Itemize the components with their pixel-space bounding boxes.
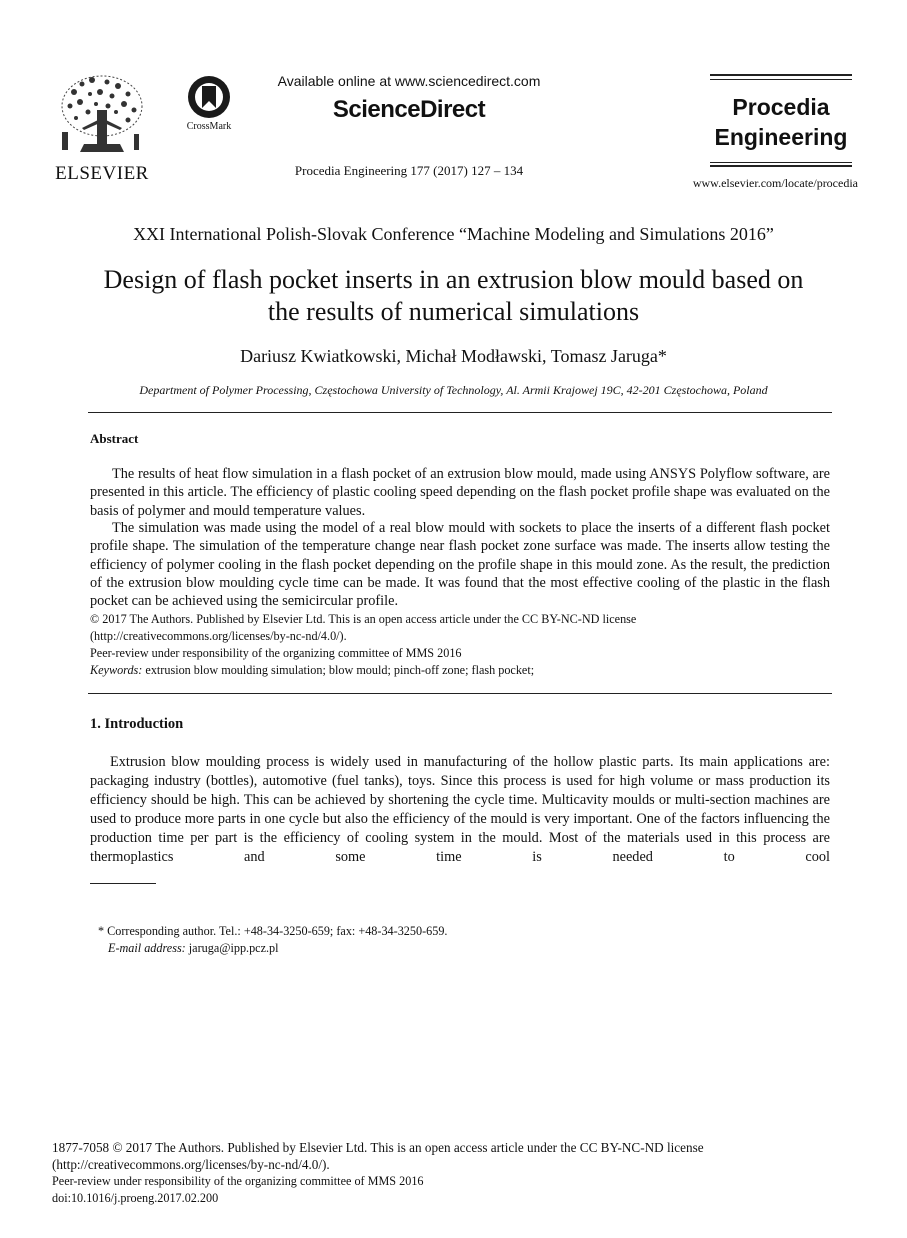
copyright-line-2[interactable]: (http://creativecommons.org/licenses/by-nc-nd/4.0/). [90, 629, 347, 643]
journal-name-line1: Procedia [732, 94, 830, 120]
keywords-label: Keywords: [90, 663, 143, 677]
keywords-text: extrusion blow moulding simulation; blow mould; pinch-off zone; flash pocket; [145, 663, 535, 677]
journal-bottom-rule [710, 162, 852, 163]
journal-top-rule [710, 74, 852, 76]
email-note [108, 941, 279, 956]
journal-top-rule-thin [710, 79, 852, 80]
abstract-top-rule [88, 412, 832, 413]
paper-title-line2: the results of numerical simulations [267, 297, 640, 326]
sciencedirect-logo[interactable]: ScienceDirect [332, 96, 486, 123]
section-heading-introduction: 1. Introduction [90, 716, 184, 732]
footer-peer-review: Peer-review under responsibility of the organizing committee of MMS 2016 [52, 1174, 424, 1188]
elsevier-logo-text: ELSEVIER [55, 163, 149, 184]
journal-bottom-rule-thick [710, 165, 852, 167]
crossmark-label: CrossMark [186, 121, 232, 132]
crossmark-icon [186, 74, 232, 120]
email-label: E-mail address: [108, 941, 186, 955]
abstract-para-1: The results of heat flow simulation in a flash pocket of an extrusion blow mould, made using ANSYS Polyflow software, are presented in this article. The efficiency of plastic cooling speed depending on the flash pocket profile shape was evaluated on the basis of polymer and mould temperature values. [90, 466, 830, 519]
email-address[interactable]: jaruga@ipp.pcz.pl [188, 941, 279, 955]
abstract-para-2: The simulation was made using the model of a real blow mould with sockets to place the inserts of a different flash pocket profile shape. The simulation of the temperature change near flash pocket zone surface was made. The inserts allow testing the efficiency of polymer cooling in the flash pocket depending on the profile shape in this mould zone. As the result, the prediction of the extrusion blow moulding cycle time can be made. It was found that the most effective cooling of the plastic in the flash pocket can be achieved using the semicircular profile. [90, 520, 830, 610]
conference-name: XXI International Polish-Slovak Conference “Machine Modeling and Simulations 2016” [133, 224, 774, 244]
journal-url[interactable]: www.elsevier.com/locate/procedia [692, 176, 858, 190]
abstract-peer-review: Peer-review under responsibility of the organizing committee of MMS 2016 [90, 646, 462, 660]
footer-license-url[interactable]: (http://creativecommons.org/licenses/by-nc-nd/4.0/). [52, 1157, 330, 1172]
authors: Dariusz Kwiatkowski, Michał Modławski, Tomasz Jaruga* [240, 346, 667, 366]
journal-reference: Procedia Engineering 177 (2017) 127 – 134 [294, 163, 524, 178]
keywords [90, 663, 534, 678]
journal-name-line2: Engineering [714, 124, 848, 150]
corresponding-author-note: * Corresponding author. Tel.: +48-34-3250-659; fax: +48-34-3250-659. [98, 924, 448, 938]
paper-title-line1: Design of flash pocket inserts in an extrusion blow mould based on [103, 265, 804, 294]
elsevier-tree-icon [52, 72, 152, 160]
footer-license-line: 1877-7058 © 2017 The Authors. Published by Elsevier Ltd. This is an open access article under the CC BY-NC-ND license [52, 1140, 704, 1155]
available-online[interactable]: Available online at www.sciencedirect.com [277, 73, 541, 89]
abstract-heading: Abstract [90, 431, 139, 446]
introduction-text: Extrusion blow moulding process is widely used in manufacturing of the hollow plastic parts. Its main applications are: packaging industry (bottles), automotive (fuel tanks), toys. Since this process is used for high volume or mass production its efficiency should be high. This can be achieved by shortening the cycle time. Multicavity moulds or multi-section machines are used to produce more parts in one cycle but also the efficiency of the mould is very important. One of the factors influencing the production time per part is the efficiency of cooling system in the mould. Most of the materials used in this process are thermoplastics and some time is needed to cool [90, 754, 830, 865]
affiliation: Department of Polymer Processing, Częstochowa University of Technology, Al. Armii Krajowej 19C, 42-201 Częstochowa, Poland [139, 383, 768, 397]
footnote-rule [90, 883, 156, 884]
footer-doi[interactable]: doi:10.1016/j.proeng.2017.02.200 [52, 1191, 219, 1205]
crossmark-badge[interactable] [178, 74, 240, 134]
abstract-bottom-rule [88, 693, 832, 694]
copyright-line-1: © 2017 The Authors. Published by Elsevier Ltd. This is an open access article under the CC BY-NC-ND license [90, 612, 637, 626]
elsevier-logo [52, 72, 152, 184]
